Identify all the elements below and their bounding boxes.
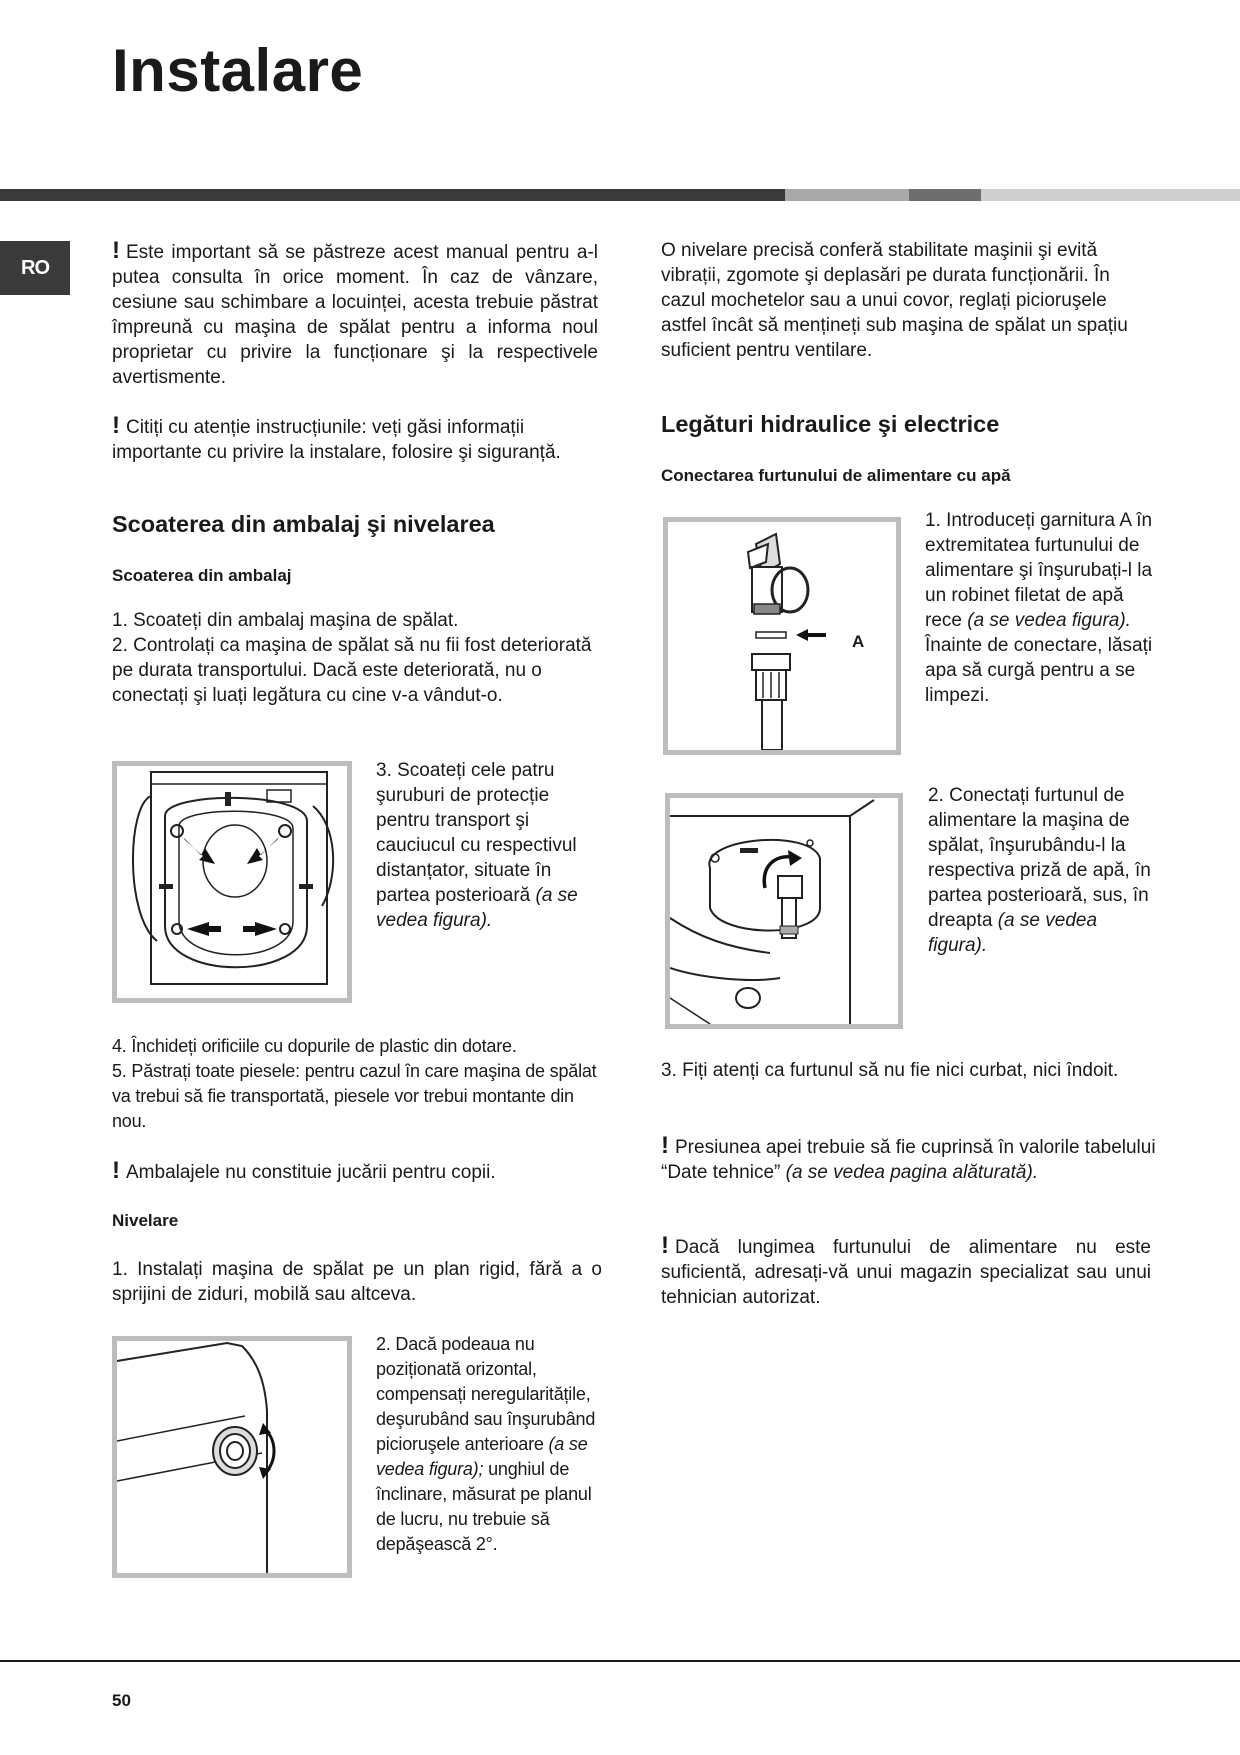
footer-rule xyxy=(0,1660,1240,1662)
header-bar-segment-dark xyxy=(0,189,785,201)
intro-warning-2 xyxy=(112,413,598,465)
figure-tap-gasket xyxy=(663,517,901,755)
packaging-warning-text: Ambalajele nu constituie jucării pentru copii. xyxy=(126,1162,496,1183)
intro-warning-1 xyxy=(112,238,598,390)
unpacking-step-1: 1. Scoateți din ambalaj maşina de spălat. xyxy=(112,610,459,631)
header-bar-segment-light xyxy=(785,189,909,201)
connection-step-3: 3. Fiți atenți ca furtunul să nu fie nici curbat, nici îndoit. xyxy=(661,1060,1119,1081)
leveling-step-2-text-cont: unghiul de înclinare, măsurat pe planul de lucru, nu trebuie să depăşească 2°. xyxy=(376,1459,592,1554)
exclamation-icon: ! xyxy=(112,237,120,264)
page-number: 50 xyxy=(112,1691,131,1710)
intro-warning-2-text: Citiți cu atenție instrucțiunile: veți găsi informații importante cu privire la instalare, folosire şi siguranță. xyxy=(112,417,561,463)
unpacking-steps-4-5 xyxy=(112,1034,598,1134)
unpacking-steps-1-2 xyxy=(112,608,598,708)
header-bar-segment-mid xyxy=(909,189,981,201)
pressure-warning xyxy=(661,1133,1161,1185)
hose-length-warning-text: Dacă lungimea furtunului de alimentare nu este suficientă, adresați-vă unui magazin specializat sau unui tehnician autorizat. xyxy=(661,1237,1151,1308)
subheading-unpacking: Scoaterea din ambalaj xyxy=(112,566,292,585)
exclamation-icon: ! xyxy=(661,1232,669,1259)
pressure-warning-text: Presiunea apei trebuie să fie cuprinsă în valorile tabelului “Date tehnice” xyxy=(661,1137,1156,1183)
unpacking-step-2: 2. Controlați ca maşina de spălat să nu fii fost deteriorată pe durata transportului. Dacă este deteriorată, nu o conectați şi luați legătura cu cine v-a vândut-o. xyxy=(112,635,592,706)
header-color-bar xyxy=(0,189,1240,201)
connection-step-1 xyxy=(925,508,1157,708)
page-title: Instalare xyxy=(112,37,364,104)
figure-adjustable-foot xyxy=(112,1336,352,1578)
unpacking-step-5: 5. Păstrați toate piesele: pentru cazul în care maşina de spălat va trebui să fie transportată, piesele vor trebui montante din nou. xyxy=(112,1061,597,1131)
leveling-step-2-figure-ref: (a se vedea figura); xyxy=(376,1434,588,1479)
connection-step-1-text: 1. Introduceți garnitura A în extremitatea furtunului de alimentare şi înşurubați-l la un robinet filetat de apă rece xyxy=(925,510,1153,631)
section-title-unpacking: Scoaterea din ambalaj şi nivelarea xyxy=(112,511,495,537)
language-tab: RO xyxy=(0,241,70,295)
unpacking-step-3-text: 3. Scoateți cele patru şuruburi de protecție pentru transport şi cauciucul cu respectivul distanțator, situate în partea posterioară xyxy=(376,760,577,906)
unpacking-step-3 xyxy=(376,758,604,933)
connection-step-2-figure-ref: (a se vedea figura). xyxy=(928,910,1098,956)
hose-inlet-illustration xyxy=(670,798,898,1024)
adjustable-foot-illustration xyxy=(117,1341,347,1573)
subheading-water-hose: Conectarea furtunului de alimentare cu apă xyxy=(661,466,1011,485)
figure-hose-machine-inlet xyxy=(665,793,903,1029)
figure-label-a: A xyxy=(852,632,865,651)
exclamation-icon: ! xyxy=(112,412,120,439)
leveling-step-1: 1. Instalați maşina de spălat pe un plan rigid, fără a o sprijini de ziduri, mobilă sau altceva. xyxy=(112,1259,602,1305)
connection-step-1-figure-ref: (a se vedea figura). xyxy=(967,610,1131,631)
unpacking-step-3-figure-ref: (a se vedea figura). xyxy=(376,885,578,931)
connection-step-1-note: Înainte de conectare, lăsați apa să curgă pentru a se limpezi. xyxy=(925,635,1153,706)
leveling-paragraph: O nivelare precisă conferă stabilitate maşinii şi evită vibrații, zgomote şi deplasări pe durata funcționării. În cazul mochetelor sau a unui covor, reglați picioruşele astfel încât să mențineți sub maşina de spălat un spațiu suficient pentru ventilare. xyxy=(661,240,1128,361)
unpacking-step-4: 4. Închideți orificiile cu dopurile de plastic din dotare. xyxy=(112,1036,517,1056)
section-title-hydraulic: Legături hidraulice şi electrice xyxy=(661,411,1000,437)
exclamation-icon: ! xyxy=(661,1132,669,1159)
header-bar-segment-pale xyxy=(981,189,1240,201)
leveling-step-2 xyxy=(376,1332,604,1557)
washing-machine-rear-illustration xyxy=(117,766,347,998)
pressure-warning-page-ref: (a se vedea pagina alăturată). xyxy=(785,1162,1039,1183)
connection-step-2 xyxy=(928,783,1160,958)
connection-step-2-text: 2. Conectați furtunul de alimentare la maşina de spălat, înşurubându-l la respectiva priză de apă, în partea posterioară, sus, în dreapta xyxy=(928,785,1151,931)
figure-rear-transport-screws xyxy=(112,761,352,1003)
subheading-leveling: Nivelare xyxy=(112,1211,179,1230)
packaging-warning xyxy=(112,1158,598,1185)
hose-length-warning xyxy=(661,1233,1151,1310)
leveling-step-2-text: 2. Dacă podeaua nu poziționată orizontal, compensați neregularitățile, deşurubând sau înşurubând picioruşele anterioare xyxy=(376,1334,596,1454)
exclamation-icon: ! xyxy=(112,1157,120,1184)
intro-warning-1-text: Este important să se păstreze acest manual pentru a-l putea consulta în orice moment. În caz de vânzare, cesiune sau schimbare a locuinței, acesta trebuie păstrat împreună cu maşina de spălat pentru a informa noul proprietar cu privire la funcționare şi la respectivele avertismente. xyxy=(112,242,598,388)
